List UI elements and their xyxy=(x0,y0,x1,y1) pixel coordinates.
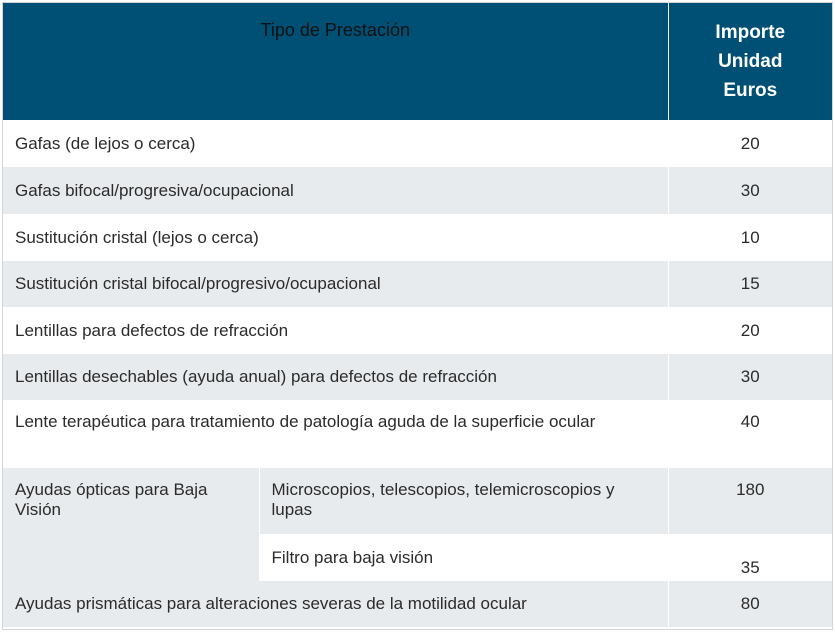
header-tipo-prestacion: Tipo de Prestación xyxy=(3,3,668,120)
header-importe-line2: Unidad xyxy=(718,51,783,72)
importe-cell: 30 xyxy=(668,167,832,214)
table-row xyxy=(3,400,832,468)
prestaciones-table xyxy=(3,3,832,627)
table-row xyxy=(3,581,832,627)
header-importe-line3: Euros xyxy=(723,80,778,101)
importe-cell: 20 xyxy=(668,307,832,354)
prestacion-cell: Lente terapéutica para tratamiento de patología aguda de la superficie ocular xyxy=(3,400,668,468)
group-label-cell: Ayudas ópticas para Baja Visión xyxy=(3,468,259,581)
prestacion-cell: Ayudas prismáticas para alteraciones severas de la motilidad ocular xyxy=(3,581,668,627)
importe-cell: 15 xyxy=(668,261,832,307)
prestacion-cell: Gafas (de lejos o cerca) xyxy=(3,120,668,167)
table-row xyxy=(3,307,832,354)
prestacion-cell: Microscopios, telescopios, telemicroscopios y lupas xyxy=(259,468,668,534)
header-importe-line1: Importe xyxy=(715,22,786,43)
table-row xyxy=(3,167,832,214)
table-row xyxy=(3,261,832,307)
table-header-row xyxy=(3,3,832,120)
table-row xyxy=(3,468,832,534)
importe-cell: 35 xyxy=(668,534,832,581)
importe-cell: 10 xyxy=(668,214,832,261)
importe-cell: 30 xyxy=(668,354,832,400)
importe-cell: 20 xyxy=(668,120,832,167)
importe-cell: 40 xyxy=(668,400,832,468)
importe-cell: 80 xyxy=(668,581,832,627)
table-row xyxy=(3,214,832,261)
prestaciones-table-frame xyxy=(2,2,833,630)
prestacion-cell: Gafas bifocal/progresiva/ocupacional xyxy=(3,167,668,214)
importe-cell: 180 xyxy=(668,468,832,534)
prestacion-cell: Lentillas desechables (ayuda anual) para defectos de refracción xyxy=(3,354,668,400)
prestacion-cell: Lentillas para defectos de refracción xyxy=(3,307,668,354)
table-row xyxy=(3,354,832,400)
table-row xyxy=(3,120,832,167)
prestacion-cell: Sustitución cristal (lejos o cerca) xyxy=(3,214,668,261)
prestacion-cell: Sustitución cristal bifocal/progresivo/ocupacional xyxy=(3,261,668,307)
prestacion-cell: Filtro para baja visión xyxy=(259,534,668,581)
header-importe xyxy=(668,3,832,120)
